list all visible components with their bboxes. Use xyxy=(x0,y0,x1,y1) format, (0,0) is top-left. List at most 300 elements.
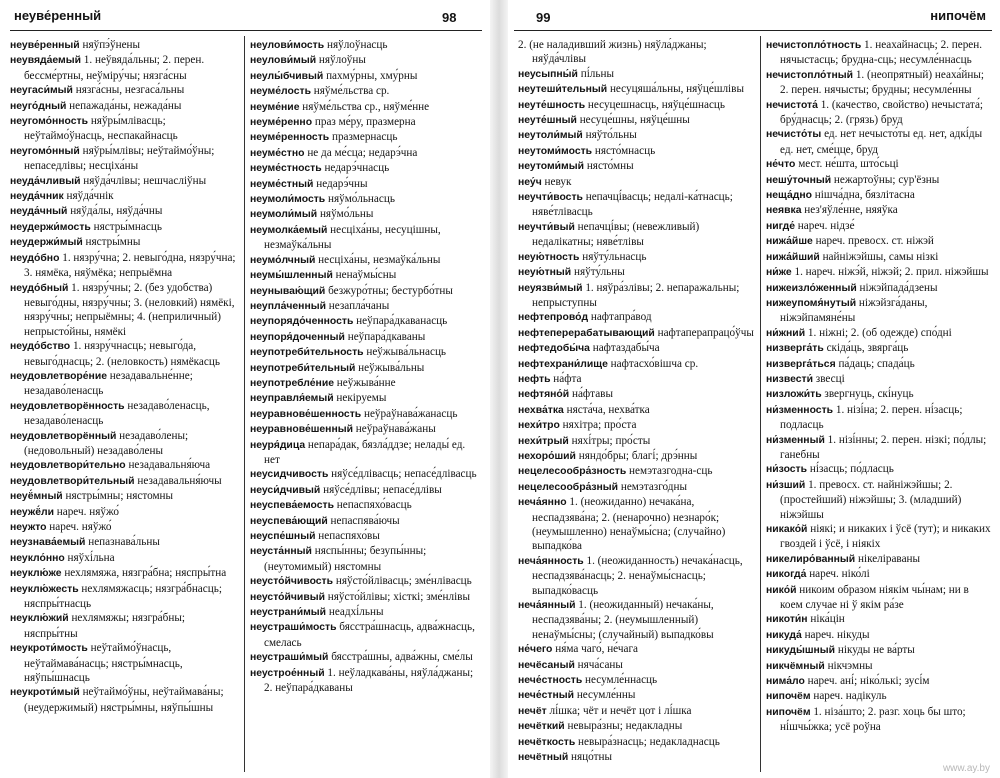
dictionary-entry xyxy=(250,223,482,253)
entry-translation: 2. (не наладивший жизнь) няўла́джаны; няўда́члівы xyxy=(518,39,707,66)
entry-headword: неумолка́емый xyxy=(250,224,328,236)
dictionary-entry xyxy=(518,357,754,372)
dictionary-entry xyxy=(766,705,994,735)
entry-headword: нешу́точный xyxy=(766,174,832,186)
entry-translation: няхітра; про́ста xyxy=(559,419,637,432)
dictionary-entry xyxy=(518,265,754,280)
left-page-column-2 xyxy=(250,38,482,774)
left-page-column-1 xyxy=(10,38,238,774)
dictionary-entry xyxy=(10,458,238,473)
left-column-divider xyxy=(244,36,245,772)
dictionary-entry xyxy=(10,38,238,53)
dictionary-entry xyxy=(518,418,754,433)
entry-translation: няўту́льнасць xyxy=(579,250,647,263)
dictionary-entry xyxy=(250,345,482,360)
left-page-header xyxy=(14,6,480,28)
entry-translation: няўпэ́ўнены xyxy=(79,39,141,51)
entry-translation: 1. нареч. ніжэ́й, ніжэй; 2. прил. ніжэйшы xyxy=(791,266,989,279)
entry-headword: неую́тный xyxy=(518,267,572,279)
entry-translation: непаспяхо́васць xyxy=(333,499,412,512)
entry-headword: нечистота́ xyxy=(766,99,818,111)
entry-translation: нястры́мны; нястомны xyxy=(62,490,174,503)
dictionary-entry xyxy=(10,582,238,612)
dictionary-entry xyxy=(518,98,754,113)
dictionary-entry xyxy=(250,666,482,696)
entry-translation: несумле́нны xyxy=(574,689,636,702)
dictionary-entry xyxy=(518,128,754,143)
entry-headword: неумо́лчный xyxy=(250,254,316,266)
dictionary-entry xyxy=(250,498,482,513)
entry-translation: бясстра́шны, адва́жны, сме́лы xyxy=(328,651,473,664)
dictionary-entry xyxy=(766,326,994,341)
entry-translation: безжуро́тны; бестурбо́тны xyxy=(325,284,453,297)
entry-headword: неужё́ли xyxy=(10,506,54,518)
entry-translation: на́фта xyxy=(550,372,582,385)
entry-headword: неунываю́щий xyxy=(250,285,326,297)
entry-translation: пахму́рны, хму́рны xyxy=(323,69,418,82)
dictionary-entry xyxy=(250,361,482,376)
dictionary-entry xyxy=(10,369,238,399)
entry-translation: ед. нет нечысто́ты ед. нет, адкі́ды ед. нет, сме́цце, бруд xyxy=(780,128,983,156)
dictionary-entry xyxy=(250,467,482,482)
entry-translation: 1. нізі́на; 2. перен. ні́засць; подласць xyxy=(780,403,963,432)
dictionary-entry xyxy=(10,204,238,219)
entry-headword: нигде́ xyxy=(766,220,795,232)
entry-headword: нефть xyxy=(518,373,551,385)
dictionary-entry xyxy=(518,434,754,449)
dictionary-entry xyxy=(250,268,482,283)
dictionary-entry xyxy=(518,310,754,325)
dictionary-entry xyxy=(518,403,754,418)
entry-translation: 1. неўладкава́ны, няўла́джаны; 2. неўпара́дкаваны xyxy=(264,666,474,695)
entry-translation: недарэ́чнасць xyxy=(321,162,390,175)
entry-translation: несумле́ннасць xyxy=(582,674,658,687)
entry-translation: ненаўмы́сны xyxy=(332,269,397,282)
dictionary-entry xyxy=(250,514,482,529)
entry-translation: няўто́льны xyxy=(582,129,637,142)
entry-translation: неўтаймо́ўнасць, неўтаймава́насць; нястры́мнасць, няўпы́шнасць xyxy=(24,642,183,685)
dictionary-entry xyxy=(518,82,754,97)
entry-headword: неужто xyxy=(10,522,47,533)
entry-translation: няўсе́длівы; непасе́длівы xyxy=(320,483,442,496)
entry-translation: нареч. няўжо́ xyxy=(53,505,119,518)
entry-headword: нехи́тро xyxy=(518,420,560,432)
dictionary-entry xyxy=(766,583,994,613)
entry-headword: неудо́бный xyxy=(10,282,69,294)
watermark: www.ay.by xyxy=(942,763,990,774)
entry-translation: няўда́члівы; нешчасліўны xyxy=(80,174,207,187)
dictionary-entry xyxy=(766,357,994,372)
dictionary-entry xyxy=(766,643,994,658)
dictionary-entry xyxy=(518,190,754,220)
entry-headword: неча́янно xyxy=(518,497,567,509)
entry-headword: неуте́шный xyxy=(518,115,577,127)
dictionary-entry xyxy=(250,284,482,299)
entry-translation: нареч. ніко́лі xyxy=(806,568,870,581)
entry-translation: непачці́вы; (невежливый) недалікатны; няве́тлівы xyxy=(532,220,700,249)
entry-headword: нечёткость xyxy=(518,736,576,748)
entry-headword: нефтедобы́ча xyxy=(518,343,590,355)
entry-translation: непаспява́ючы xyxy=(327,514,400,527)
entry-translation: нясто́мнасць xyxy=(592,144,656,157)
dictionary-entry xyxy=(518,281,754,311)
entry-headword: неуклю́же xyxy=(10,568,62,580)
entry-headword: неутеши́тельный xyxy=(518,84,608,96)
entry-translation: неўжыва́нне xyxy=(333,376,396,389)
entry-headword: ни́жний xyxy=(766,327,806,339)
entry-headword: неустрани́мый xyxy=(250,607,327,619)
entry-translation: лі́шка; чёт и нечёт цот і лі́шка xyxy=(546,704,692,717)
dictionary-entry xyxy=(10,114,238,144)
dictionary-entry xyxy=(518,38,754,67)
entry-translation: немэтазгодна-сць xyxy=(626,465,713,478)
entry-translation: няўлоўны xyxy=(316,54,366,67)
entry-headword: низложи́ть xyxy=(766,389,822,401)
entry-headword: неутоми́мость xyxy=(518,145,593,157)
entry-translation: няцо́тны xyxy=(568,751,612,764)
entry-headword: неуспева́ющий xyxy=(250,515,328,527)
entry-translation: няўда́лы, няўда́чны xyxy=(67,205,163,218)
dictionary-entry xyxy=(10,99,238,114)
entry-headword: нипочём xyxy=(766,706,811,718)
entry-translation: 1. нязру́чны; 2. (без удобства) невыго́дны, нязру́чны; 3. (неловкий) нямёкі, нязру́чны; непрыёмны; 4. (неприличный) непрысто́йны, нямёкі xyxy=(24,281,235,338)
entry-translation: найніжэйшы, самы нізкі xyxy=(819,250,939,263)
dictionary-entry xyxy=(766,219,994,234)
dictionary-entry xyxy=(250,69,482,84)
dictionary-entry xyxy=(518,67,754,82)
entry-headword: неуря́дица xyxy=(250,439,306,451)
entry-translation: несуцяша́льны, няўце́шлівы xyxy=(607,83,744,96)
dictionary-entry xyxy=(766,478,994,522)
dictionary-entry xyxy=(250,38,482,53)
entry-headword: неулови́мость xyxy=(250,40,325,51)
entry-translation: няўсто́йлівы; хісткі; зме́нлівы xyxy=(324,590,470,603)
dictionary-entry xyxy=(518,250,754,265)
dictionary-entry xyxy=(518,372,754,387)
entry-translation: няўда́чнік xyxy=(63,190,114,203)
entry-translation: неўпара́дкаваны xyxy=(344,330,426,343)
entry-translation: па́даць; спада́ць xyxy=(835,357,915,370)
entry-headword: неуда́чник xyxy=(10,191,64,203)
book-gutter xyxy=(490,0,508,778)
entry-translation: немэтазго́дны xyxy=(618,480,688,493)
right-column-divider xyxy=(760,36,761,772)
dictionary-entry xyxy=(766,689,994,704)
entry-translation: няўме́льства ср., няўме́нне xyxy=(299,100,430,113)
entry-headword: неща́дно xyxy=(766,190,812,202)
entry-headword: ни́зший xyxy=(766,479,806,491)
entry-headword: нехоро́ший xyxy=(518,450,576,462)
entry-headword: неуда́чный xyxy=(10,206,68,218)
dictionary-entry xyxy=(766,157,994,172)
dictionary-entry xyxy=(10,474,238,489)
entry-headword: неукроти́мость xyxy=(10,643,88,655)
dictionary-entry xyxy=(250,177,482,192)
entry-headword: неу́ч xyxy=(518,176,542,188)
entry-headword: неуве́ренный xyxy=(10,40,80,51)
entry-translation: ніякі; и никаких і ўсё (тут); и никаких гвоздей і ўсё, і ніякіх xyxy=(780,523,991,551)
entry-headword: нечёсаный xyxy=(518,659,575,671)
dictionary-entry xyxy=(518,704,754,719)
dictionary-entry xyxy=(766,265,994,280)
entry-headword: низверга́ться xyxy=(766,358,836,370)
entry-translation: нареч. няўжо́ xyxy=(46,521,112,533)
dictionary-entry xyxy=(10,251,238,281)
dictionary-entry xyxy=(250,192,482,207)
dictionary-entry xyxy=(518,480,754,495)
entry-headword: неутоли́мый xyxy=(518,130,583,142)
dictionary-entry xyxy=(250,100,482,115)
dictionary-entry xyxy=(766,188,994,203)
entry-headword: неукроти́мый xyxy=(10,687,80,699)
entry-translation: нястры́мнасць xyxy=(90,220,162,233)
dictionary-entry xyxy=(250,407,482,422)
entry-translation: некіруемы xyxy=(333,392,387,405)
entry-headword: неумоли́мость xyxy=(250,194,326,206)
entry-headword: неуравнове́шенность xyxy=(250,408,362,420)
dictionary-entry xyxy=(518,642,754,657)
entry-translation: нежартоўны; сур'ёзны xyxy=(831,173,940,186)
entry-translation: 1. ніжні; 2. (об одежде) спо́дні xyxy=(805,326,952,339)
entry-headword: нефтепрово́д xyxy=(518,312,589,324)
dictionary-entry xyxy=(766,612,994,627)
dictionary-entry xyxy=(766,567,994,582)
entry-translation: 1. нязру́чнасць; невыго́да, невыго́днасць; 2. (неловкость) нямёкасць xyxy=(24,340,220,368)
dictionary-entry xyxy=(766,387,994,402)
entry-headword: нижеизло́женный xyxy=(766,282,857,294)
entry-headword: неучти́вый xyxy=(518,221,575,233)
entry-headword: никелиро́ванный xyxy=(766,553,856,565)
entry-translation: 1. (неожиданность) нечака́насць, неспадзява́насць; 2. ненаўмы́снасць; выпадко́васць xyxy=(532,554,743,597)
entry-headword: неучти́вость xyxy=(518,192,583,204)
entry-translation: нареч. ані́; ніко́лькі; зусі́м xyxy=(804,675,930,688)
entry-headword: нецелесообра́зность xyxy=(518,466,627,478)
dictionary-entry xyxy=(250,376,482,391)
entry-translation: няўмо́льнасць xyxy=(325,193,395,206)
entry-headword: нико́й xyxy=(766,584,797,596)
entry-headword: неумы́шленный xyxy=(250,270,333,282)
entry-headword: неусидчивость xyxy=(250,469,329,481)
entry-headword: нехи́трый xyxy=(518,435,569,447)
entry-translation: ніжэйзга́даны, ніжэйпамяне́ны xyxy=(780,296,928,325)
entry-translation: несуце́шны, няўце́шны xyxy=(576,114,690,127)
dictionary-entry xyxy=(250,53,482,68)
entry-translation: звесці xyxy=(812,372,845,385)
dictionary-entry xyxy=(10,281,238,340)
entry-headword: никогда́ xyxy=(766,569,807,581)
dictionary-entry xyxy=(766,659,994,674)
dictionary-entry xyxy=(250,253,482,268)
dictionary-entry xyxy=(518,175,754,190)
entry-translation: ніжэйпада́дзены xyxy=(856,281,938,294)
dictionary-entry xyxy=(766,203,994,218)
dictionary-entry xyxy=(250,161,482,176)
dictionary-entry xyxy=(518,495,754,554)
entry-headword: неусто́йчивый xyxy=(250,591,325,603)
dictionary-entry xyxy=(10,641,238,685)
entry-headword: неудовлетворённый xyxy=(10,430,117,442)
entry-headword: никуды́шный xyxy=(766,645,836,657)
dictionary-entry xyxy=(518,220,754,250)
entry-headword: неулы́бчивый xyxy=(250,70,324,82)
dictionary-entry xyxy=(518,719,754,734)
dictionary-entry xyxy=(518,449,754,464)
entry-headword: неую́тность xyxy=(518,251,580,263)
right-page-column-2 xyxy=(766,38,994,774)
entry-headword: неудовлетвори́тельный xyxy=(10,475,135,487)
entry-headword: неувяда́емый xyxy=(10,55,81,67)
entry-headword: нефтехрани́лище xyxy=(518,358,608,370)
entry-translation: няўмо́льны xyxy=(317,208,374,221)
entry-translation: звергнуць, скі́нуць xyxy=(821,388,914,401)
dictionary-entry xyxy=(10,505,238,520)
dictionary-entry xyxy=(766,38,994,68)
entry-translation: незадавальня́ючы xyxy=(134,474,222,487)
entry-translation: непара́дак, бязла́ддзе; нелады́ ед. нет xyxy=(264,438,466,466)
entry-translation: неўжыва́льнасць xyxy=(363,346,447,359)
entry-headword: нечистопло́тность xyxy=(766,40,862,51)
entry-translation: неўпара́дкаванасць xyxy=(353,315,448,328)
left-running-headword: неуве́ренный xyxy=(14,8,102,23)
dictionary-entry xyxy=(766,522,994,552)
entry-translation: неўжыва́льны xyxy=(355,361,425,374)
dictionary-entry xyxy=(766,674,994,689)
dictionary-entry xyxy=(518,159,754,174)
dictionary-entry xyxy=(518,750,754,765)
dictionary-entry xyxy=(766,250,994,265)
entry-translation: нікчэмны xyxy=(824,659,873,672)
entry-headword: неуме́ренно xyxy=(250,117,313,129)
entry-headword: неуправля́емый xyxy=(250,393,334,405)
entry-headword: неуте́шность xyxy=(518,99,586,111)
dictionary-entry xyxy=(766,341,994,356)
dictionary-entry xyxy=(250,620,482,650)
entry-headword: неуклю́жий xyxy=(10,613,69,625)
dictionary-entry xyxy=(518,387,754,402)
entry-translation: нязга́сны, незгаса́льны xyxy=(72,84,185,97)
entry-translation: 1. нізі́нны; 2. перен. нізкі; по́длы; ганебны xyxy=(780,433,987,461)
entry-headword: неудовлетвори́тельно xyxy=(10,460,126,472)
entry-headword: нечёт xyxy=(518,705,547,717)
dictionary-entry xyxy=(518,113,754,128)
entry-translation: нафтаздабы́ча xyxy=(589,342,660,355)
entry-headword: неуго́дный xyxy=(10,100,67,112)
entry-headword: нефтеперерабатывающий xyxy=(518,327,655,339)
entry-headword: неумоли́мый xyxy=(250,209,318,221)
entry-headword: неча́янность xyxy=(518,555,584,567)
entry-translation: няндо́бры; благі́; дрэ́нны xyxy=(575,449,698,462)
entry-translation: пі́льны xyxy=(577,67,614,80)
left-page-number: 98 xyxy=(442,10,457,25)
dictionary-entry xyxy=(250,529,482,544)
entry-headword: неуме́стный xyxy=(250,178,314,190)
entry-headword: неупотреби́тельность xyxy=(250,347,364,359)
dictionary-entry xyxy=(10,220,238,235)
dictionary-entry xyxy=(518,554,754,598)
entry-translation: няўлоўнасць xyxy=(324,39,388,51)
entry-headword: ни́же xyxy=(766,267,792,279)
entry-translation: нехлямяжа, нязгра́бна; няспры́тна xyxy=(61,567,227,580)
entry-translation: нехлямяжы; нязгра́бны; няспры́тны xyxy=(24,612,185,640)
left-header-rule xyxy=(10,30,482,31)
entry-headword: низверга́ть xyxy=(766,343,824,355)
entry-translation: няўры́млівы; неўтаймо́ўны; непаседлівы; несціха́ны xyxy=(24,144,215,173)
entry-translation: неўраўнава́жанасць xyxy=(361,407,458,420)
dictionary-entry xyxy=(10,339,238,369)
dictionary-entry xyxy=(250,544,482,574)
entry-translation: не да ме́сца; недарэ́чна xyxy=(304,146,418,159)
entry-translation: нареч. нідзе́ xyxy=(794,219,855,232)
dictionary-entry xyxy=(250,590,482,605)
entry-headword: ни́зость xyxy=(766,464,808,476)
entry-headword: неупоря́доченный xyxy=(250,331,345,343)
entry-headword: нижа́йший xyxy=(766,251,820,263)
dictionary-entry xyxy=(766,628,994,643)
entry-headword: неуспе́шный xyxy=(250,531,316,542)
entry-headword: неуме́ренность xyxy=(250,132,330,144)
entry-headword: неусыпны́й xyxy=(518,68,578,80)
entry-headword: неудержи́мость xyxy=(10,221,91,233)
dictionary-entry xyxy=(250,207,482,222)
entry-translation: 1. превосх. ст. найніжэйшы; 2. (простейший) ніжэйшы; 3. (младший) ніжэйшы xyxy=(780,478,962,521)
right-page-number: 99 xyxy=(536,10,551,25)
dictionary-entry xyxy=(766,98,994,128)
dictionary-entry xyxy=(250,330,482,345)
entry-translation: незадаво́ленасць, незадаво́ленасць xyxy=(24,399,210,428)
entry-translation: няча́саны xyxy=(574,658,623,671)
entry-headword: не́что xyxy=(766,159,796,171)
entry-headword: нече́стность xyxy=(518,675,583,687)
dictionary-entry xyxy=(518,464,754,479)
entry-headword: нече́стный xyxy=(518,690,575,702)
dictionary-entry xyxy=(250,146,482,161)
entry-translation: нікуды не ва́рты xyxy=(835,644,915,657)
entry-headword: ни́зменность xyxy=(766,404,834,416)
entry-translation: 1. нязру́чна; 2. невыго́дна, нязру́чна; 3. нямёка, няўмёка; непрыёмна xyxy=(24,251,236,280)
entry-translation: 1. (неопрятный) неаха́йны; 2. перен. нячысты; брудны; несумле́нны xyxy=(780,68,984,97)
dictionary-entry xyxy=(250,130,482,145)
dictionary-entry xyxy=(518,658,754,673)
entry-headword: неуязви́мый xyxy=(518,282,583,294)
entry-headword: неуспева́емость xyxy=(250,500,334,512)
entry-headword: нефтяно́й xyxy=(518,389,570,401)
entry-translation: праз ме́ру, празмерна xyxy=(312,116,416,129)
dictionary-entry xyxy=(10,535,238,550)
entry-translation: невыра́зны; недакладны xyxy=(564,720,683,733)
entry-headword: неугомо́нный xyxy=(10,145,80,157)
entry-translation: непаспяхо́вы xyxy=(315,530,380,542)
entry-headword: неуста́нный xyxy=(250,546,312,558)
entry-translation: несуцешнасць, няўце́шнасць xyxy=(585,98,726,111)
entry-headword: неустраши́мость xyxy=(250,622,337,634)
dictionary-entry xyxy=(250,115,482,130)
entry-translation: 1. неахайнасць; 2. перен. нячыстасць; брудна-сць; несумле́ннасць xyxy=(780,39,983,67)
entry-translation: незадавальне́нне; незадаво́ленасць xyxy=(24,369,193,398)
entry-headword: неявка xyxy=(766,205,802,217)
entry-headword: неустрое́нный xyxy=(250,667,325,679)
entry-translation: на́фтавы xyxy=(569,388,613,401)
dictionary-entry xyxy=(518,598,754,642)
right-running-headword: нипочём xyxy=(930,8,986,23)
entry-headword: неуме́ние xyxy=(250,101,300,113)
entry-translation: незадаво́лены; (недовольный) незадаво́лены xyxy=(24,429,189,457)
entry-translation: нафтапра́вод xyxy=(588,311,652,324)
dictionary-entry xyxy=(250,574,482,589)
entry-translation: нястры́мны xyxy=(82,236,141,249)
entry-translation: няўме́льства ср. xyxy=(310,85,390,98)
entry-headword: неуклю́жесть xyxy=(10,583,79,595)
right-page xyxy=(508,0,1000,778)
